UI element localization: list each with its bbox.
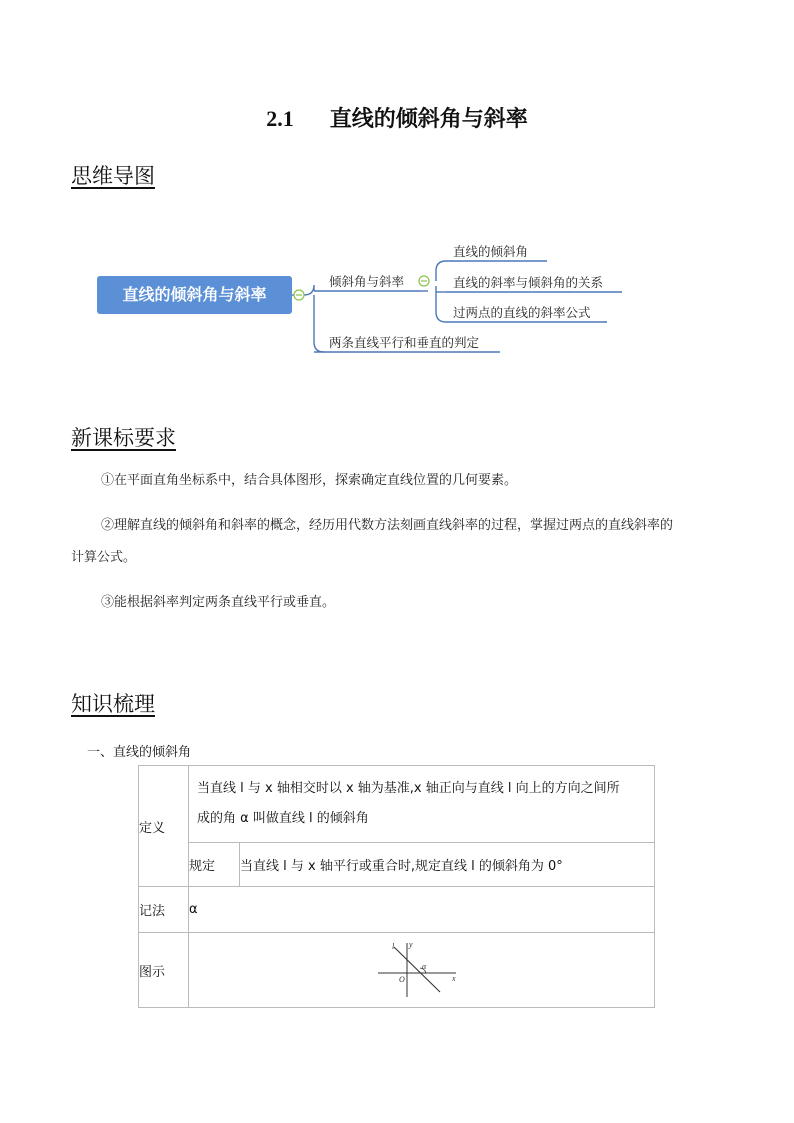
knowledge-table bbox=[138, 765, 655, 1008]
label-origin: O bbox=[398, 975, 405, 984]
section-mindmap: 思维导图 bbox=[71, 164, 155, 188]
section-requirements: 新课标要求 bbox=[71, 426, 176, 450]
mindmap-branch2: 两条直线平行和垂直的判定 bbox=[329, 335, 480, 350]
def-label-cell bbox=[139, 766, 189, 887]
rule-content-cell bbox=[240, 843, 655, 887]
rule-label: 规定 bbox=[189, 859, 216, 874]
mindmap-leaf1: 直线的倾斜角 bbox=[453, 244, 529, 259]
figure-label: 图示 bbox=[139, 964, 166, 980]
figure-label-cell bbox=[139, 933, 189, 1008]
notation-value: α bbox=[189, 902, 198, 917]
section-knowledge: 知识梳理 bbox=[71, 692, 155, 716]
label-x: x bbox=[451, 974, 456, 983]
requirement-2: ②理解直线的倾斜角和斜率的概念，经历用代数方法刻画直线斜率的过程，掌握过两点的直线斜率的 bbox=[101, 518, 674, 533]
line-l bbox=[394, 947, 440, 992]
rule-text: 当直线 l 与 x 轴平行或重合时,规定直线 l 的倾斜角为 0° bbox=[240, 859, 563, 874]
mindmap-root: 直线的倾斜角与斜率 bbox=[97, 276, 292, 314]
label-l: l bbox=[391, 942, 394, 951]
requirement-1: ①在平面直角坐标系中，结合具体图形，探索确定直线位置的几何要素。 bbox=[101, 473, 518, 488]
def-content-cell bbox=[189, 766, 655, 843]
label-y: y bbox=[408, 940, 413, 949]
def-label: 定义 bbox=[139, 820, 166, 836]
notation-value-cell bbox=[189, 887, 655, 933]
notation-label-cell bbox=[139, 887, 189, 933]
figure-cell bbox=[189, 933, 655, 1008]
rule-label-cell bbox=[189, 843, 240, 887]
mindmap-branch1: 倾斜角与斜率 bbox=[329, 274, 405, 289]
title-number: 2.1 bbox=[266, 106, 294, 131]
mindmap-leaf2: 直线的斜率与倾斜角的关系 bbox=[453, 275, 604, 290]
label-alpha: α bbox=[421, 962, 426, 971]
inclination-figure bbox=[372, 937, 472, 1003]
title-text: 直线的倾斜角与斜率 bbox=[329, 107, 528, 132]
requirement-2-cont: 计算公式。 bbox=[71, 550, 137, 565]
knowledge-heading: 一、直线的倾斜角 bbox=[87, 745, 192, 760]
requirement-3: ③能根据斜率判定两条直线平行或垂直。 bbox=[101, 595, 336, 610]
def-line-1: 当直线 l 与 x 轴相交时以 x 轴为基准,x 轴正向与直线 l 向上的方向之间所 bbox=[197, 781, 620, 796]
def-line-2: 成的角 α 叫做直线 l 的倾斜角 bbox=[197, 811, 369, 826]
notation-label: 记法 bbox=[139, 904, 166, 919]
mindmap-leaf3: 过两点的直线的斜率公式 bbox=[453, 305, 591, 320]
